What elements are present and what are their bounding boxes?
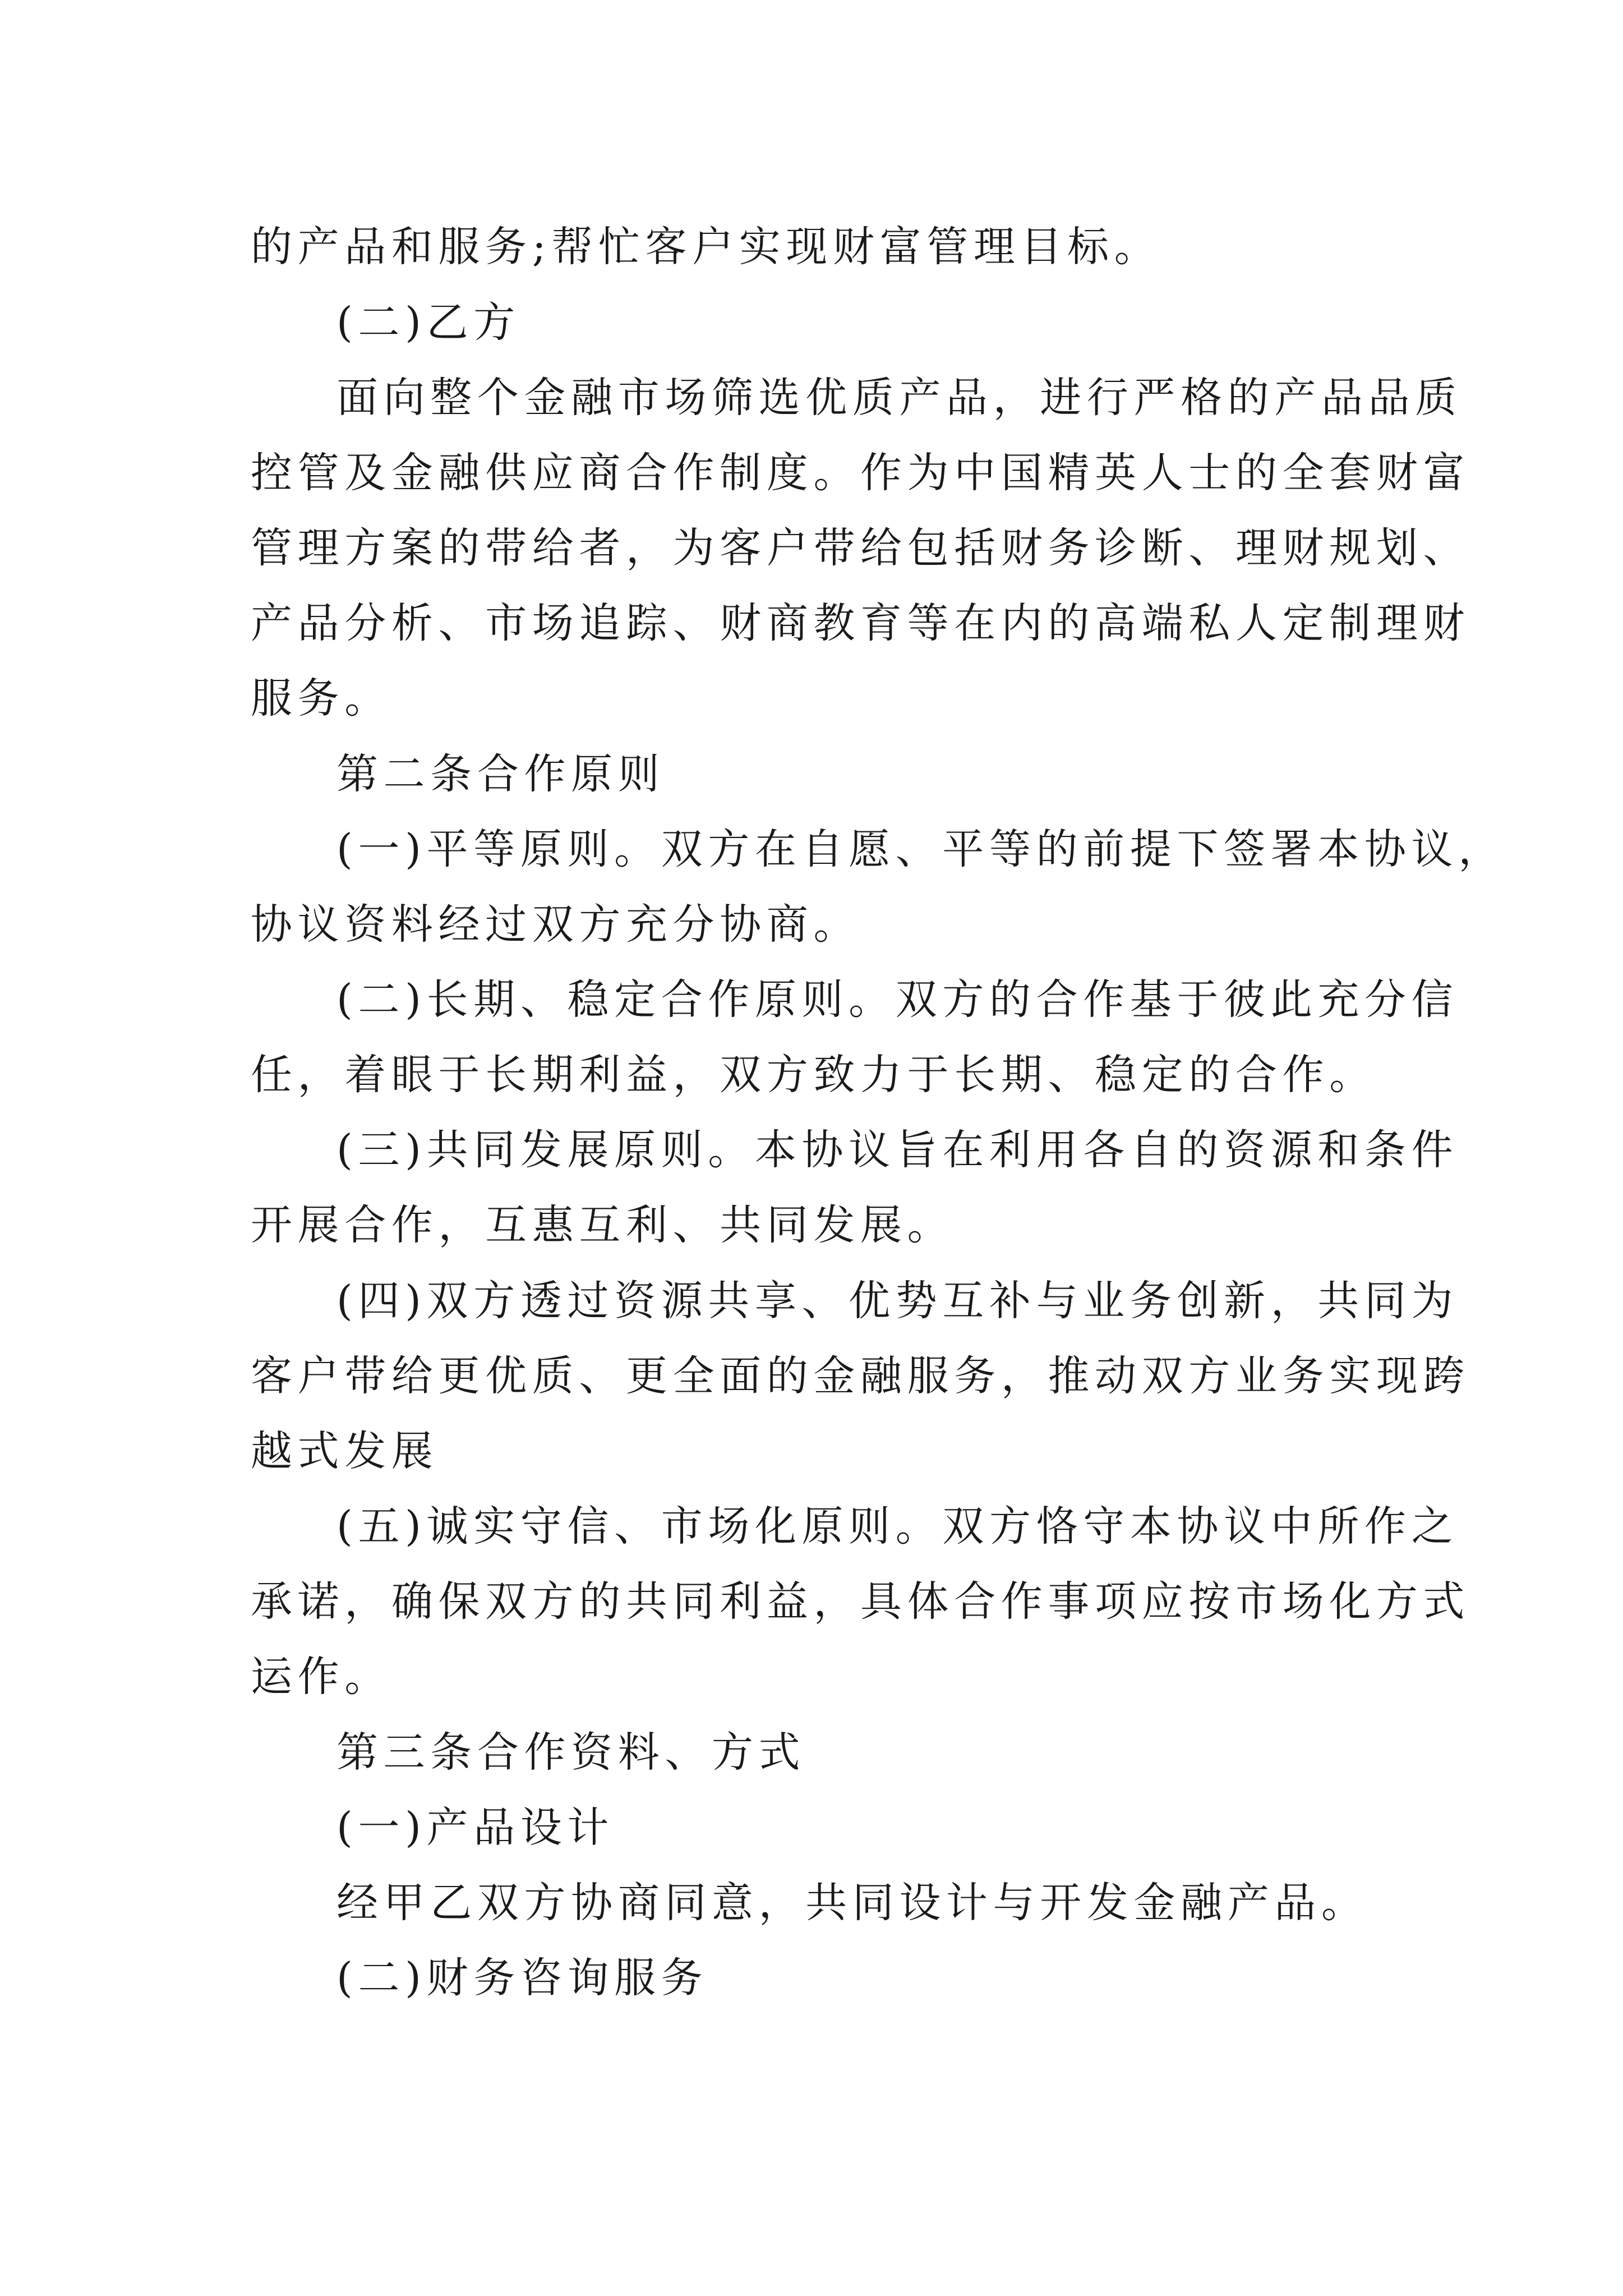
text-line: 任，着眼于长期利益，双方致力于长期、稳定的合作。 — [251, 1051, 1376, 1099]
text-line: 管理方案的带给者，为客户带给包括财务诊断、理财规划、 — [251, 524, 1470, 572]
text-line: (五)诚实守信、市场化原则。双方恪守本协议中所作之 — [336, 1502, 1459, 1550]
text-line: (二)财务咨询服务 — [336, 1954, 708, 2002]
text-line: 控管及金融供应商合作制度。作为中国精英人士的全套财富 — [251, 449, 1470, 497]
text-line: 第二条合作原则 — [336, 750, 665, 798]
text-line: 运作。 — [251, 1653, 391, 1701]
text-line: (四)双方透过资源共享、优势互补与业务创新，共同为 — [336, 1277, 1459, 1325]
text-line: (三)共同发展原则。本协议旨在利用各自的资源和条件 — [336, 1126, 1459, 1174]
text-line: 第三条合作资料、方式 — [336, 1728, 806, 1777]
text-line: 客户带给更优质、更全面的金融服务，推动双方业务实现跨 — [251, 1352, 1470, 1400]
text-line: 的产品和服务;帮忙客户实现财富管理目标。 — [251, 223, 1161, 271]
text-line: 越式发展 — [251, 1427, 439, 1475]
text-line: (二)长期、稳定合作原则。双方的合作基于彼此充分信 — [336, 976, 1459, 1024]
text-line: (一)产品设计 — [336, 1803, 615, 1852]
text-line: 开展合作，互惠互利、共同发展。 — [251, 1201, 955, 1249]
text-line: 经甲乙双方协商同意，共同设计与开发金融产品。 — [336, 1879, 1368, 1927]
text-line: (二)乙方 — [336, 298, 520, 347]
text-line: 协议资料经过双方充分协商。 — [251, 900, 861, 949]
text-line: 服务。 — [251, 674, 391, 723]
text-line: (一)平等原则。双方在自愿、平等的前提下签署本协议， — [336, 825, 1505, 873]
text-line: 承诺，确保双方的共同利益，具体合作事项应按市场化方式 — [251, 1577, 1470, 1626]
text-line: 面向整个金融市场筛选优质产品，进行严格的产品品质 — [336, 374, 1462, 422]
text-line: 产品分析、市场追踪、财商教育等在内的高端私人定制理财 — [251, 599, 1470, 647]
